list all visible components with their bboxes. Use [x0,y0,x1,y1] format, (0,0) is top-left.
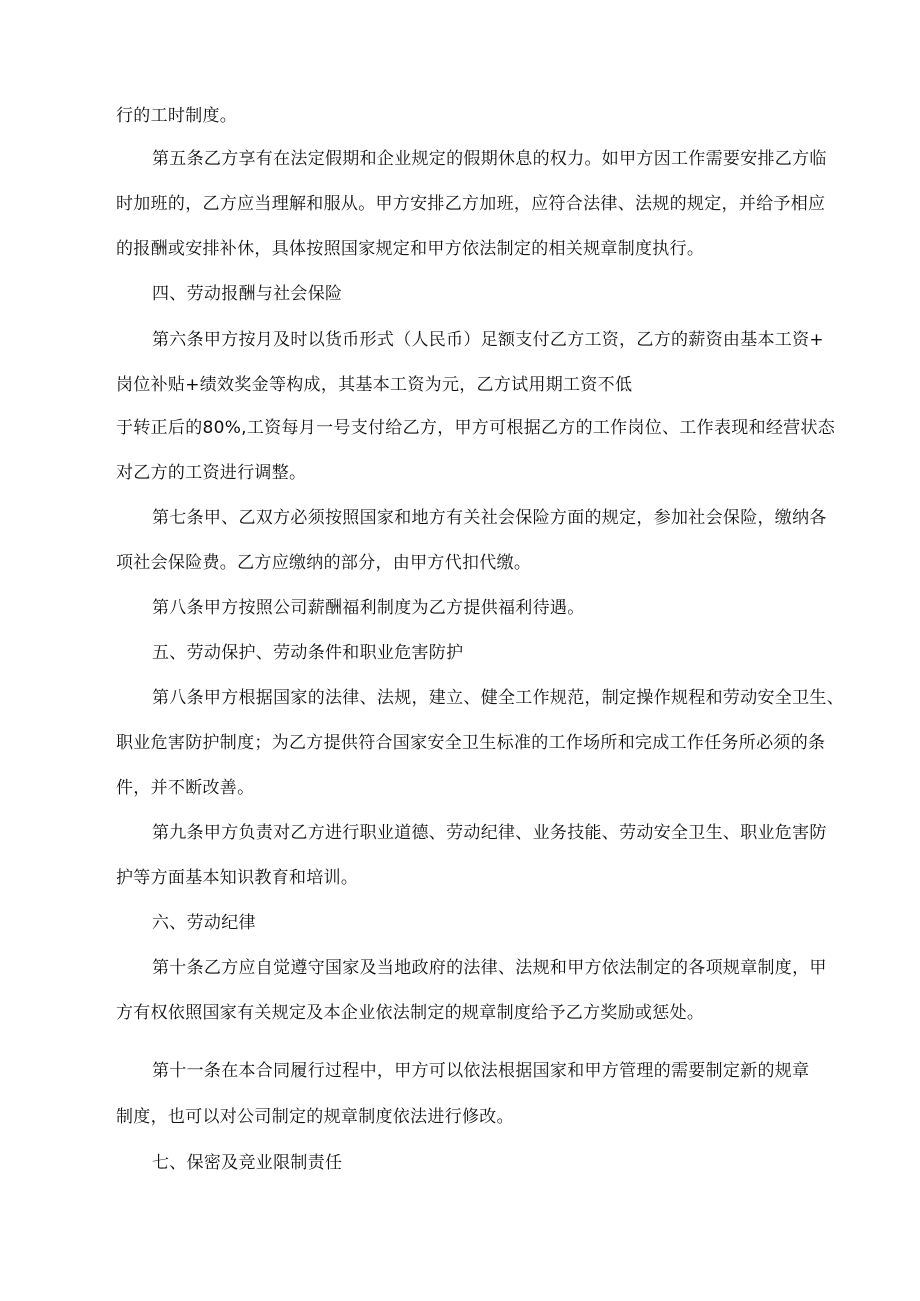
paragraph-article-8b-line-2: 职业危害防护制度；为乙方提供符合国家安全卫生标准的工作场所和完成工作任务所必须的条 [116,733,826,753]
paragraph-article-8: 第八条甲方按照公司薪酬福利制度为乙方提供福利待遇。 [152,598,585,618]
paragraph-article-8b-line-1: 第八条甲方根据国家的法律、法规，建立、健全工作规范，制定操作规程和劳动安全卫生、 [152,688,844,708]
paragraph-article-9-line-1: 第九条甲方负责对乙方进行职业道德、劳动纪律、业务技能、劳动安全卫生、职业危害防 [152,823,827,843]
paragraph-article-11-line-2: 制度，也可以对公司制定的规章制度依法进行修改。 [116,1107,514,1127]
text-line: 行的工时制度。 [116,106,238,126]
paragraph-article-8b-line-3: 件，并不断改善。 [116,778,255,798]
section-heading-4: 四、劳动报酬与社会保险 [152,284,343,304]
paragraph-article-10-line-1: 第十条乙方应自觉遵守国家及当地政府的法律、法规和甲方依法制定的各项规章制度，甲 [152,958,827,978]
paragraph-article-9-line-2: 护等方面基本知识教育和培训。 [116,868,359,888]
section-heading-7: 七、保密及竞业限制责任 [152,1153,343,1173]
paragraph-article-6-line-2: 岗位补贴+绩效奖金等构成，其基本工资为元，乙方试用期工资不低 [116,375,633,395]
section-heading-6: 六、劳动纪律 [152,913,256,933]
paragraph-article-10-line-2: 方有权依照国家有关规定及本企业依法制定的规章制度给予乙方奖励或惩处。 [116,1003,705,1023]
paragraph-article-6-line-1: 第六条甲方按月及时以货币形式（人民币）足额支付乙方工资，乙方的薪资由基本工资+ [152,330,824,350]
paragraph-article-7-line-1: 第七条甲、乙双方必须按照国家和地方有关社会保险方面的规定，参加社会保险，缴纳各 [152,508,827,528]
paragraph-article-6-line-4: 对乙方的工资进行调整。 [116,463,307,483]
paragraph-article-5-line-1: 第五条乙方享有在法定假期和企业规定的假期休息的权力。如甲方因工作需要安排乙方临 [152,149,827,169]
section-heading-5: 五、劳动保护、劳动条件和职业危害防护 [152,643,464,663]
paragraph-article-7-line-2: 项社会保险费。乙方应缴纳的部分，由甲方代扣代缴。 [116,553,532,573]
paragraph-article-5-line-3: 的报酬或安排补休，具体按照国家规定和甲方依法制定的相关规章制度执行。 [116,239,705,259]
paragraph-article-6-line-3: 于转正后的80%,工资每月一号支付给乙方，甲方可根据乙方的工作岗位、工作表现和经营状态 [116,418,836,438]
paragraph-article-11-line-1: 第十一条在本合同履行过程中，甲方可以依法根据国家和甲方管理的需要制定新的规章 [152,1061,810,1081]
paragraph-article-5-line-2: 时加班的，乙方应当理解和服从。甲方安排乙方加班，应符合法律、法规的规定，并给予相应 [116,194,826,214]
